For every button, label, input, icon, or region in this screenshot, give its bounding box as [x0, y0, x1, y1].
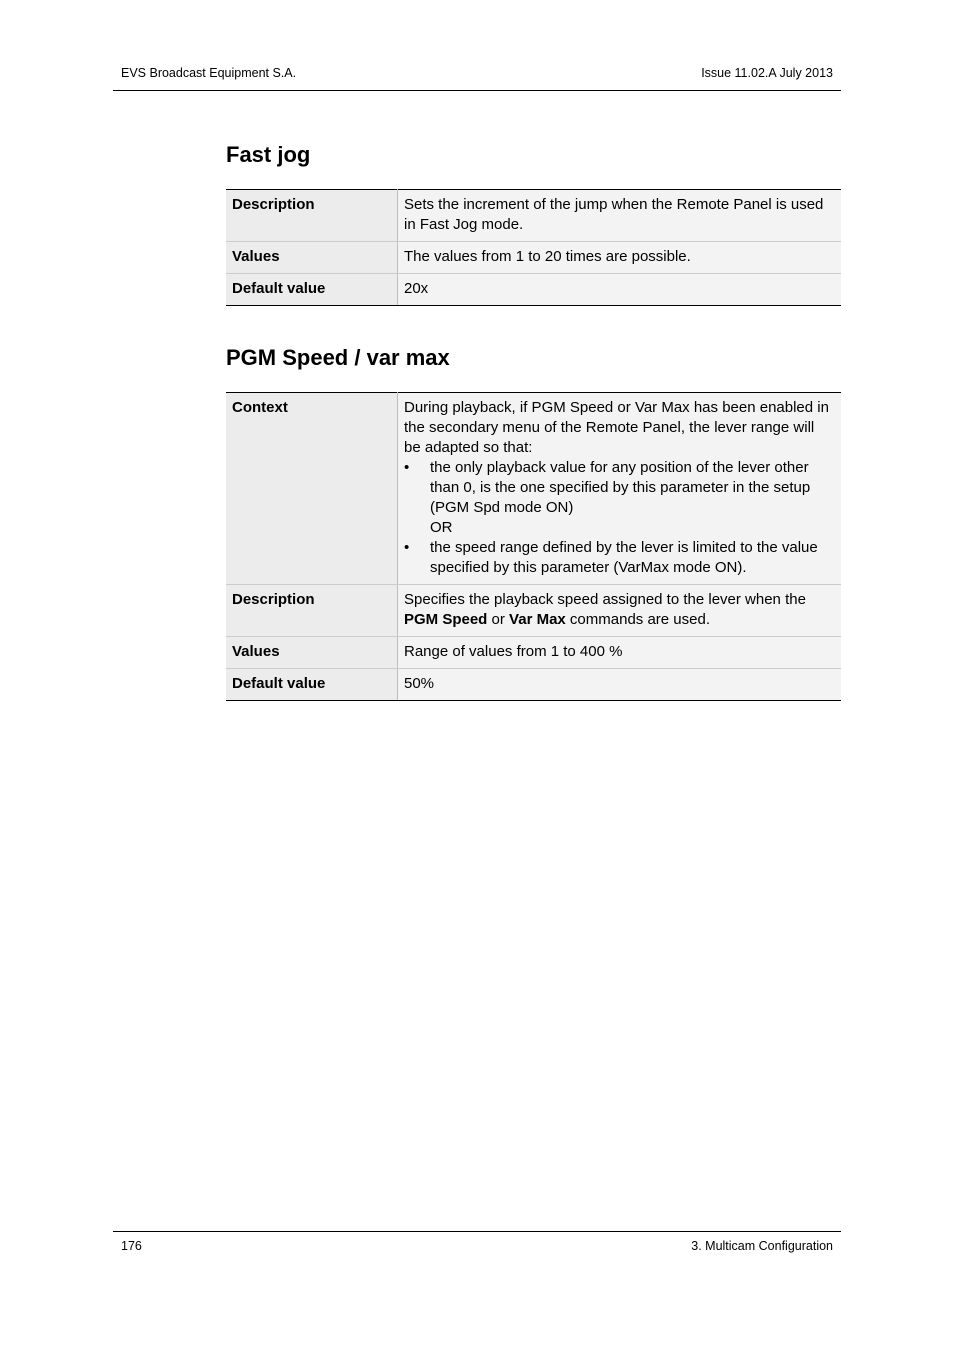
page-number: 176: [121, 1239, 142, 1253]
row-key: Description: [226, 190, 398, 242]
footer-chapter: 3. Multicam Configuration: [691, 1239, 833, 1253]
row-value: 20x: [398, 274, 842, 306]
list-item: [404, 458, 835, 538]
page-footer: [113, 1231, 841, 1256]
row-key: Values: [226, 637, 398, 669]
row-value: The values from 1 to 20 times are possible.: [398, 242, 842, 274]
row-value: Sets the increment of the jump when the Remote Panel is used in Fast Jog mode.: [398, 190, 842, 242]
row-value: Range of values from 1 to 400 %: [398, 637, 842, 669]
section-title-pgm-speed: PGM Speed / var max: [226, 345, 450, 370]
row-key: Default value: [226, 274, 398, 306]
section-title-fast-jog: Fast jog: [226, 142, 311, 167]
table-row: [226, 637, 841, 669]
table-row: [226, 274, 841, 306]
desc-text: Specifies the playback speed assigned to the lever when the: [404, 591, 806, 608]
header-company: EVS Broadcast Equipment S.A.: [121, 66, 297, 80]
desc-bold-var-max: Var Max: [509, 611, 566, 628]
desc-text: commands are used.: [565, 611, 711, 628]
row-key: Values: [226, 242, 398, 274]
context-bullets: [404, 458, 835, 578]
table-row: [226, 242, 841, 274]
header-issue: Issue 11.02.A July 2013: [701, 66, 833, 80]
row-key: Context: [226, 393, 398, 585]
row-value: 50%: [398, 669, 842, 701]
list-item: • the speed range defined by the lever is limited to the value specified by this parameter (VarMax mode ON).: [404, 538, 835, 578]
row-key: Description: [226, 585, 398, 637]
fast-jog-table: [226, 189, 841, 306]
desc-text: or: [487, 611, 510, 628]
desc-bold-pgm-speed: PGM Speed: [404, 611, 488, 628]
page-header: [113, 64, 841, 91]
row-value: [398, 393, 842, 585]
table-row: [226, 585, 841, 637]
pgm-speed-table: [226, 392, 841, 701]
table-row: [226, 190, 841, 242]
row-value: [398, 585, 842, 637]
context-intro: During playback, if PGM Speed or Var Max has been enabled in the secondary menu of the Remote Panel, the lever range will be adapted so that:: [404, 399, 829, 456]
row-key: Default value: [226, 669, 398, 701]
table-row: [226, 393, 841, 585]
table-row: [226, 669, 841, 701]
bullet-text: the only playback value for any position of the lever other than 0, is the one specified by this parameter in the setup (PGM Spd mode ON): [430, 459, 811, 516]
bullet-or: OR: [430, 519, 453, 536]
